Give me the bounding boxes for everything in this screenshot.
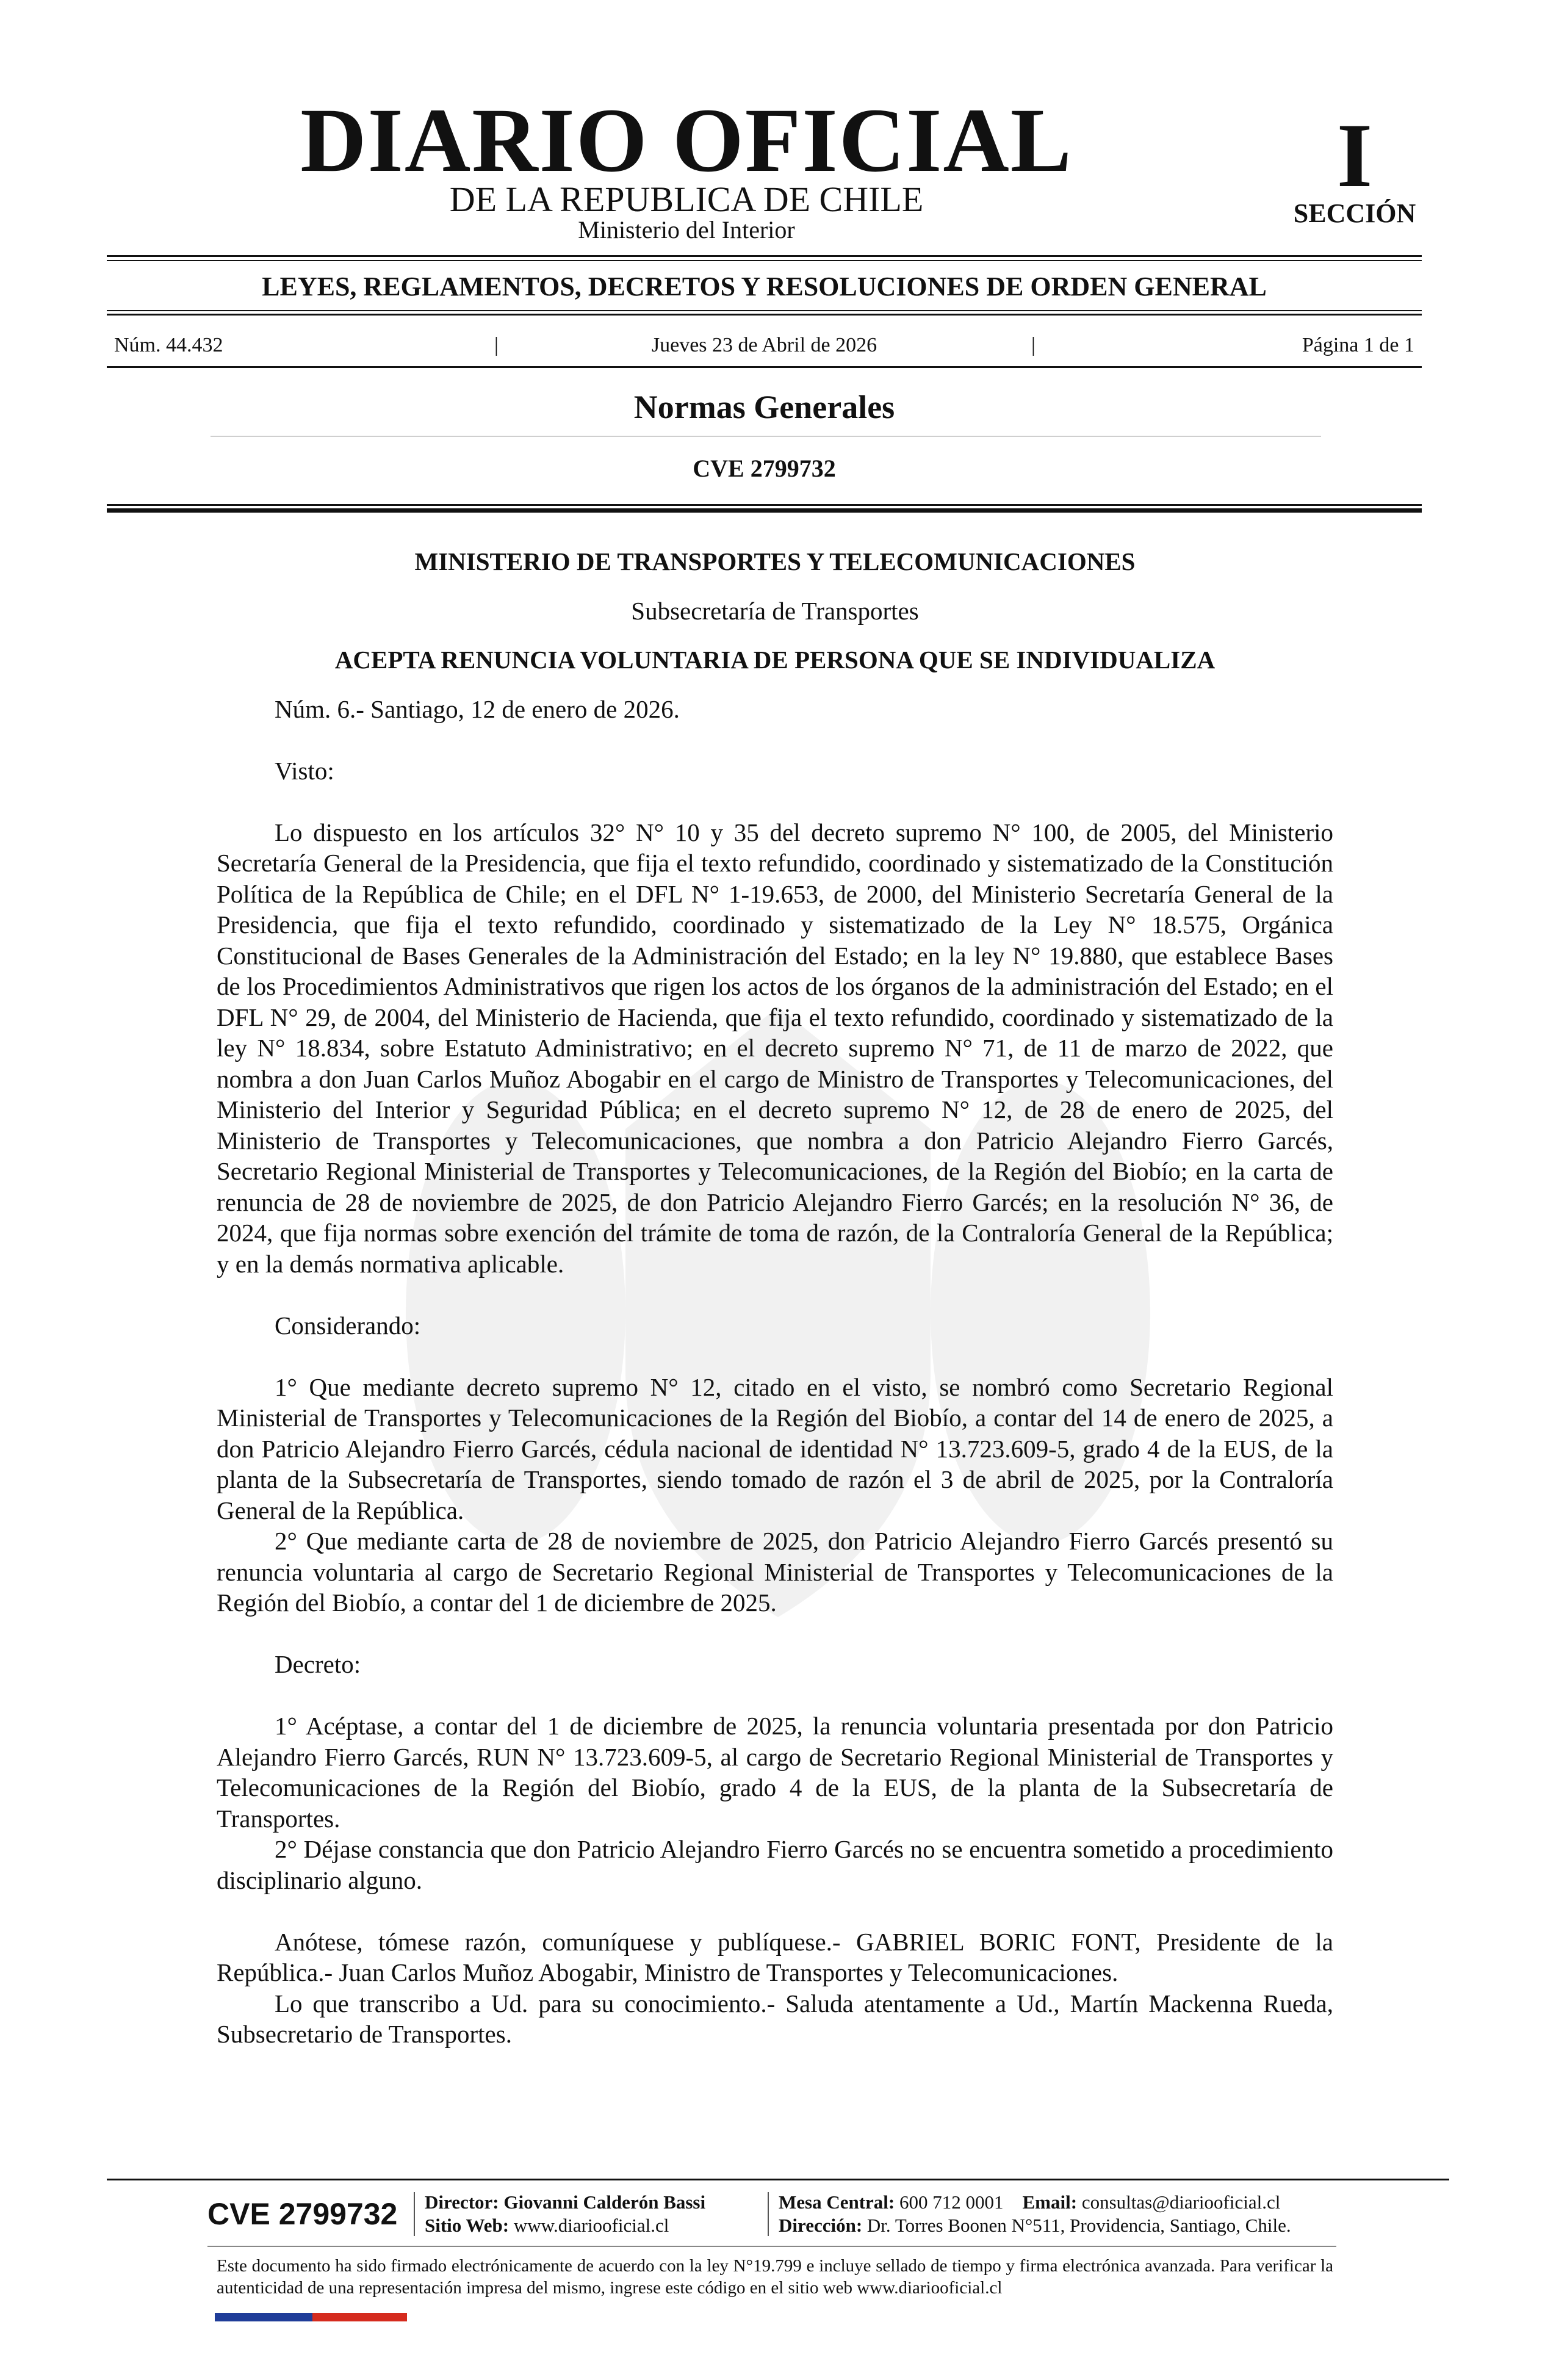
divider [107,260,1422,261]
issue-date: Jueves 23 de Abril de 2026 [651,334,877,356]
mesa-central-phone: 600 712 0001 [899,2191,1004,2213]
visto-paragraph: Lo dispuesto en los artículos 32° N° 10 y 35 del decreto supremo N° 100, de 2005, del Ministerio Secretaría General de la Presidencia, que fija el texto refundido, coordinado y sistematizado de la Constitución Política de la República de Chile; en el DFL N° 1-19.653, de 2000, del Ministerio Secretaría General de la Presidencia, que fija el texto refundido, coordinado y sistematizado de la Ley N° 18.575, Orgánica Constitucional de Bases Generales de la Administración del Estado; en la ley N° 19.880, que establece Bases de los Procedimientos Administrativos que rigen los actos de los órganos de la administración del Estado; en el DFL N° 29, de 2004, del Ministerio de Hacienda, que fija el texto refundido, coordinado y sistematizado de la ley N° 18.834, sobre Estatuto Administrativo; en el decreto supremo N° 71, de 11 de marzo de 2022, que nombra a don Juan Carlos Muñoz Abogabir en el cargo de Ministro de Transportes y Telecomunicaciones, del Ministerio del Interior y Seguridad Pública; en el decreto supremo N° 12, de 28 de enero de 2025, del Ministerio de Transportes y Telecomunicaciones, que nombra a don Patricio Alejandro Fierro Garcés, Secretario Regional Ministerial de Transportes y Telecomunicaciones, de la Región del Biobío; en la carta de renuncia de 28 de noviembre de 2025, de don Patricio Alejandro Fierro Garcés; en la resolución N° 36, de 2024, que fija normas sobre exención del trámite de toma de razón, de la Contraloría General de la República; y en la demás normativa aplicable. [217,818,1333,1278]
section-label: SECCIÓN [1293,198,1416,228]
divider [107,310,1422,311]
decree-number-date: Núm. 6.- Santiago, 12 de enero de 2026. [275,694,680,723]
considerando-heading: Considerando: [275,1311,421,1340]
category-line: LEYES, REGLAMENTOS, DECRETOS Y RESOLUCIONES DE ORDEN GENERAL [262,272,1267,301]
mesa-central-label: Mesa Central: [779,2191,895,2213]
ministry-heading: MINISTERIO DE TRANSPORTES Y TELECOMUNICACIONES [414,547,1136,575]
footer-director-block [425,2191,705,2237]
divider [107,366,1422,368]
decreto-article: 1° Acéptase, a contar del 1 de diciembre de 2025, la renuncia voluntaria presentada por don Patricio Alejandro Fierro Garcés, RUN N° 13.723.609-5, al cargo de Secretario Regional Ministerial de Transportes y Telecomunicaciones de la Región del Biobío, grado 4 de la EUS, de la planta de la Subsecretaría de Transportes. [217,1712,1333,1833]
footer-separator [768,2192,769,2236]
divider [107,314,1422,316]
footer-separator [414,2192,415,2236]
newspaper-title: DIARIO OFICIAL [300,90,1073,191]
closing-paragraph: Anótese, tómese razón, comuníquese y publíquese.- GABRIEL BORIC FONT, Presidente de la República.- Juan Carlos Muñoz Abogabir, Ministro de Transportes y Telecomunicaciones. [217,1927,1333,1986]
flag-stripe-red [312,2313,407,2321]
decree-title: ACEPTA RENUNCIA VOLUNTARIA DE PERSONA QUE SE INDIVIDUALIZA [334,646,1216,674]
footer-cve-code: CVE 2799732 [207,2197,398,2231]
footer-divider [107,2179,1449,2180]
newspaper-subtitle: DE LA REPUBLICA DE CHILE [449,179,924,219]
issue-number: Núm. 44.432 [114,334,223,356]
masthead [107,92,1422,250]
closing-paragraph: Lo que transcribo a Ud. para su conocimiento.- Saluda atentamente a Ud., Martín Mackenna Rueda, Subsecretario de Transportes. [217,1989,1333,2048]
considerando-paragraph: 1° Que mediante decreto supremo N° 12, citado en el visto, se nombró como Secretario Regional Ministerial de Transportes y Telecomunicaciones de la Región del Biobío, a contar del 14 de enero de 2025, a don Patricio Alejandro Fierro Garcés, cédula nacional de identidad N° 13.723.609-5, grado 4 de la EUS, de la planta de la Subsecretaría de Transportes, siendo tomado de razón el 3 de abril de 2025, por la Contraloría General de la República. [217,1372,1333,1524]
section-number: I [1336,105,1373,206]
issue-info-row [107,330,1422,361]
decreto-heading: Decreto: [275,1650,361,1678]
divider [107,255,1422,257]
website-link[interactable]: www.diariooficial.cl [513,2215,669,2236]
flag-stripe-blue [215,2313,312,2321]
separator: | [1031,334,1036,356]
divider [211,436,1321,437]
decree-body [217,546,1333,2050]
divider [107,508,1422,513]
page-indicator: Página 1 de 1 [1302,334,1414,356]
signature-notice: Este documento ha sido firmado electrónicamente de acuerdo con la ley N°19.799 e incluye sellado de tiempo y firma electrónica avanzada. Para verificar la autenticidad de una representación impresa del mismo, ingrese este código en el sitio web www.diariooficial.cl [217,2256,1333,2298]
director-label: Director: [425,2191,499,2213]
considerando-paragraph: 2° Que mediante carta de 28 de noviembre de 2025, don Patricio Alejandro Fierro Garcés presentó su renuncia voluntaria al cargo de Secretario Regional Ministerial de Transportes y Telecomunicaciones de la Región del Biobío, a contar del 1 de diciembre de 2025. [217,1527,1333,1617]
decreto-article: 2° Déjase constancia que don Patricio Alejandro Fierro Garcés no se encuentra sometido a procedimiento disciplinario alguno. [217,1835,1333,1894]
email-label: Email: [1022,2191,1078,2213]
ministry-line: Ministerio del Interior [578,216,795,243]
subsecretaria-heading: Subsecretaría de Transportes [631,596,919,625]
address-value: Dr. Torres Boonen N°511, Providencia, Santiago, Chile. [866,2215,1291,2236]
footer-contact-block [779,2191,1291,2237]
director-name: Giovanni Calderón Bassi [503,2191,706,2213]
divider [107,504,1422,506]
website-label: Sitio Web: [425,2215,510,2236]
email-link[interactable]: consultas@diariooficial.cl [1081,2191,1281,2213]
address-label: Dirección: [779,2215,863,2236]
section-title: Normas Generales [633,389,895,425]
visto-heading: Visto: [275,756,334,785]
footer-divider [207,2246,1336,2247]
separator: | [494,334,499,356]
cve-code: CVE 2799732 [693,455,836,482]
